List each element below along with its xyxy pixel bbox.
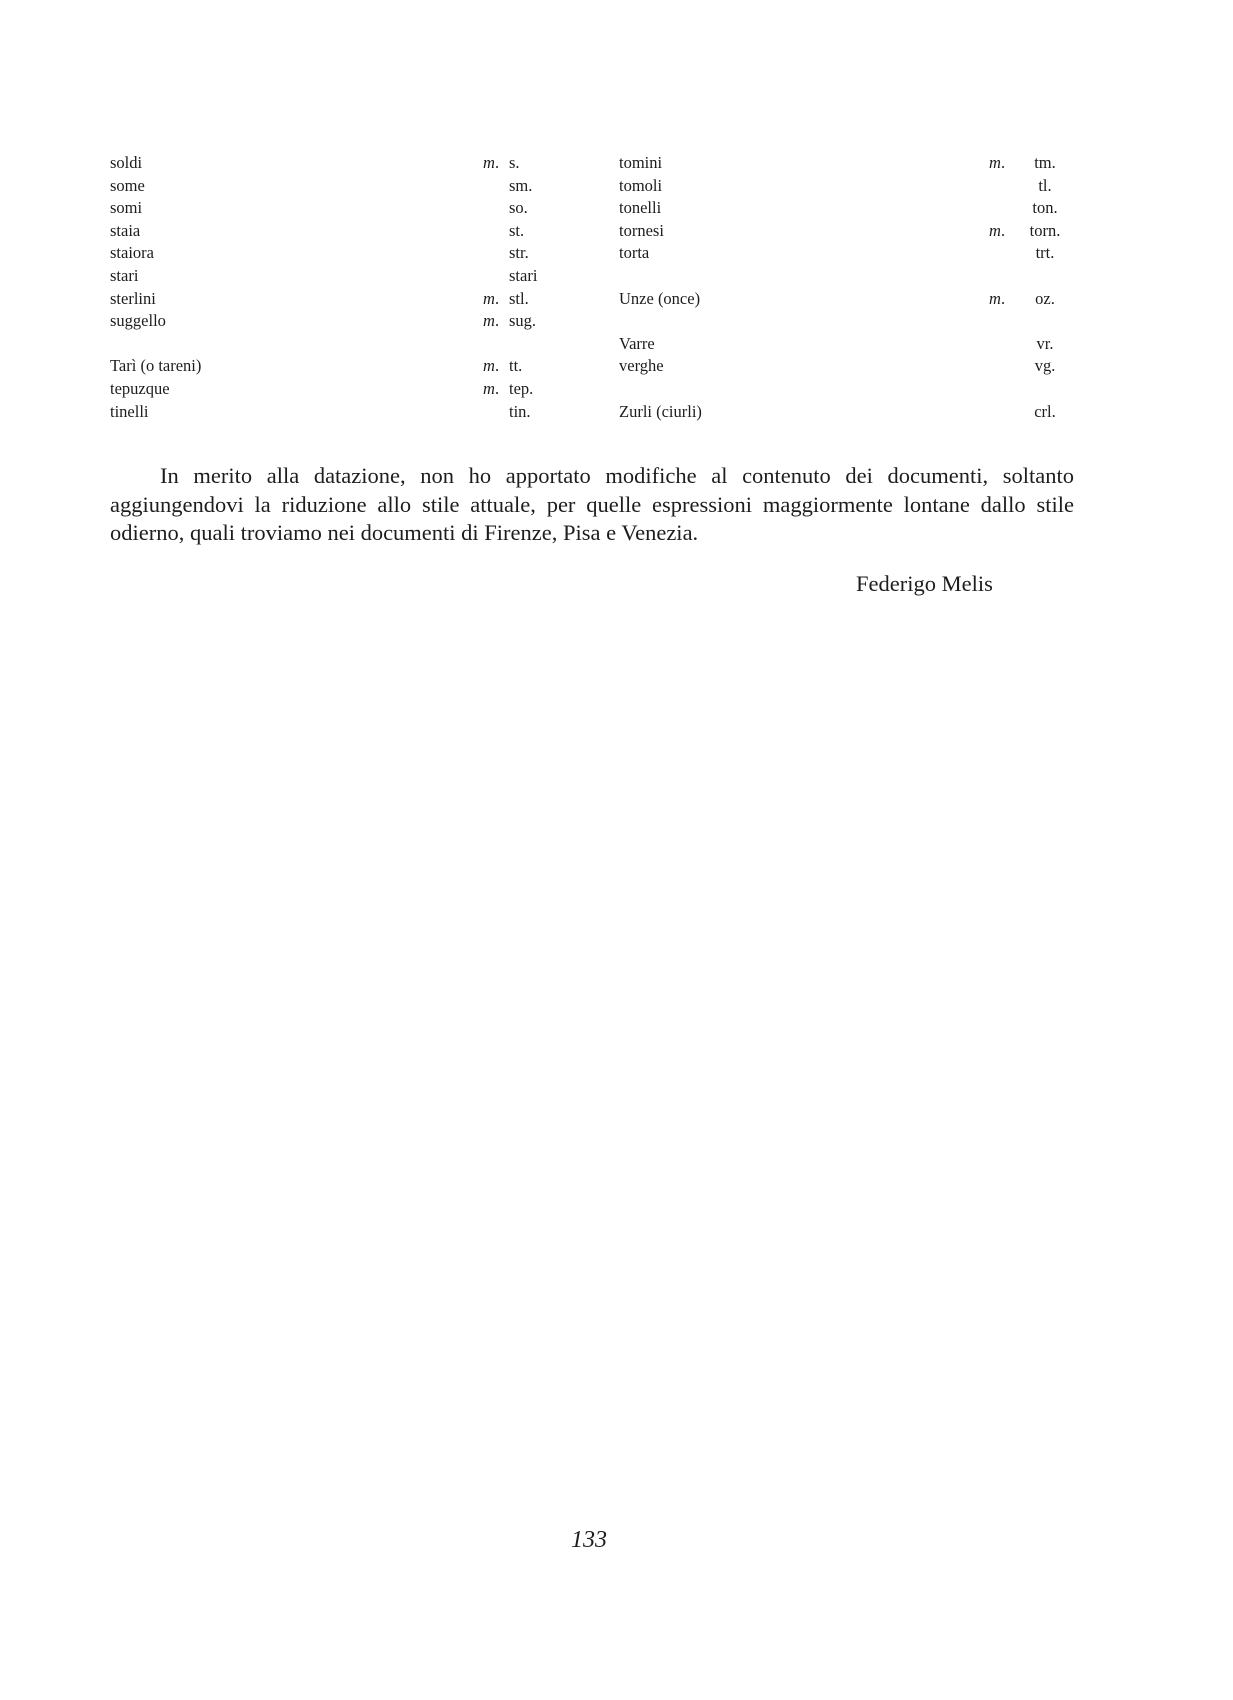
- page-number: 133: [571, 1527, 607, 1553]
- right-entry-marker: m.: [988, 288, 1006, 308]
- right-entry-marker: [976, 401, 1006, 424]
- left-entry-marker: [470, 265, 500, 288]
- left-entry-abbr: stari: [509, 265, 538, 285]
- left-entry-marker: [470, 333, 500, 356]
- left-entry-marker: [470, 242, 500, 265]
- left-entry-marker: [470, 220, 500, 243]
- right-entry-marker: m.: [988, 220, 1006, 240]
- right-entry-abbr: trt.: [1035, 243, 1055, 263]
- left-abbreviations-column: [509, 152, 579, 423]
- left-entry-term: stari: [110, 265, 139, 285]
- right-entry-marker: [976, 378, 1006, 401]
- left-entry-term: sterlini: [110, 288, 156, 308]
- right-entry-abbr: crl.: [1034, 401, 1056, 421]
- left-entry-marker: [470, 197, 500, 220]
- left-entry-marker: m.: [482, 378, 500, 398]
- left-entry-term: Tarì (o tareni): [110, 356, 202, 376]
- left-entry-term: somi: [110, 198, 143, 218]
- right-markers-column: [976, 152, 1006, 423]
- left-entry-term: tinelli: [110, 401, 149, 421]
- left-entry-term: staiora: [110, 243, 154, 263]
- right-entry-abbr: vr.: [1036, 333, 1054, 353]
- right-entry-term: tomoli: [619, 175, 663, 195]
- right-terms-column: [619, 152, 919, 423]
- left-entry-abbr: sug.: [509, 311, 537, 331]
- left-entry-abbr: tin.: [509, 401, 531, 421]
- right-entry-term: torta: [619, 243, 650, 263]
- right-entry-marker: [976, 197, 1006, 220]
- right-entry-abbr: tm.: [1034, 153, 1056, 172]
- right-entry-abbr: [1010, 310, 1080, 333]
- right-entry-term: verghe: [619, 356, 664, 376]
- left-entry-marker: [470, 175, 500, 198]
- left-entry-marker: [470, 401, 500, 424]
- left-entry-term: some: [110, 175, 145, 195]
- left-entry-abbr: [509, 333, 579, 356]
- left-entry-abbr: tep.: [509, 378, 534, 398]
- left-entry-term: soldi: [110, 153, 143, 172]
- left-entry-abbr: str.: [509, 243, 529, 263]
- right-entry-abbr: vg.: [1034, 356, 1056, 376]
- left-entry-marker: m.: [482, 153, 500, 172]
- right-entry-term: [619, 310, 919, 333]
- right-entry-term: tonelli: [619, 198, 662, 218]
- right-entry-marker: m.: [988, 153, 1006, 172]
- dating-note-paragraph: [110, 462, 1074, 548]
- left-markers-column: [470, 152, 500, 423]
- left-entry-term: tepuzque: [110, 378, 170, 398]
- right-entry-marker: [976, 355, 1006, 378]
- left-entry-term: [110, 333, 440, 356]
- right-entry-abbr: oz.: [1035, 288, 1055, 308]
- right-entry-term: tomini: [619, 153, 663, 172]
- right-entry-marker: [976, 333, 1006, 356]
- left-entry-term: staia: [110, 220, 141, 240]
- right-entry-term: Zurli (ciurli): [619, 401, 702, 421]
- right-entry-abbr: [1010, 265, 1080, 288]
- left-entry-abbr: so.: [509, 198, 528, 218]
- right-entry-abbr: [1010, 378, 1080, 401]
- right-entry-marker: [976, 265, 1006, 288]
- right-entry-marker: [976, 175, 1006, 198]
- right-entry-marker: [976, 242, 1006, 265]
- left-entry-abbr: tt.: [509, 356, 523, 376]
- left-terms-column: [110, 152, 440, 423]
- right-abbreviations-column: [1010, 152, 1080, 423]
- right-entry-marker: [976, 310, 1006, 333]
- paragraph-text: In merito alla datazione, non ho apportato modifiche al contenuto dei documenti, soltanto aggiungendovi la riduzione allo stile attuale, per quelle espressioni maggiormente lontane dallo stile odierno, quali troviamo nei documenti di Firenze, Pisa e Venezia.: [110, 463, 1074, 545]
- left-entry-marker: m.: [482, 311, 500, 331]
- right-entry-term: [619, 378, 919, 401]
- left-entry-marker: m.: [482, 288, 500, 308]
- right-entry-term: [619, 265, 919, 288]
- left-entry-abbr: st.: [509, 220, 525, 240]
- left-entry-abbr: s.: [509, 153, 520, 172]
- right-entry-term: tornesi: [619, 220, 664, 240]
- right-entry-abbr: ton.: [1032, 198, 1058, 218]
- right-entry-abbr: torn.: [1029, 220, 1061, 240]
- right-entry-term: Unze (once): [619, 288, 701, 308]
- author-signature: Federigo Melis: [856, 571, 993, 596]
- right-entry-abbr: tl.: [1038, 175, 1052, 195]
- left-entry-marker: m.: [482, 356, 500, 376]
- left-entry-abbr: stl.: [509, 288, 529, 308]
- right-entry-term: Varre: [619, 333, 655, 353]
- left-entry-abbr: sm.: [509, 175, 533, 195]
- left-entry-term: suggello: [110, 311, 166, 331]
